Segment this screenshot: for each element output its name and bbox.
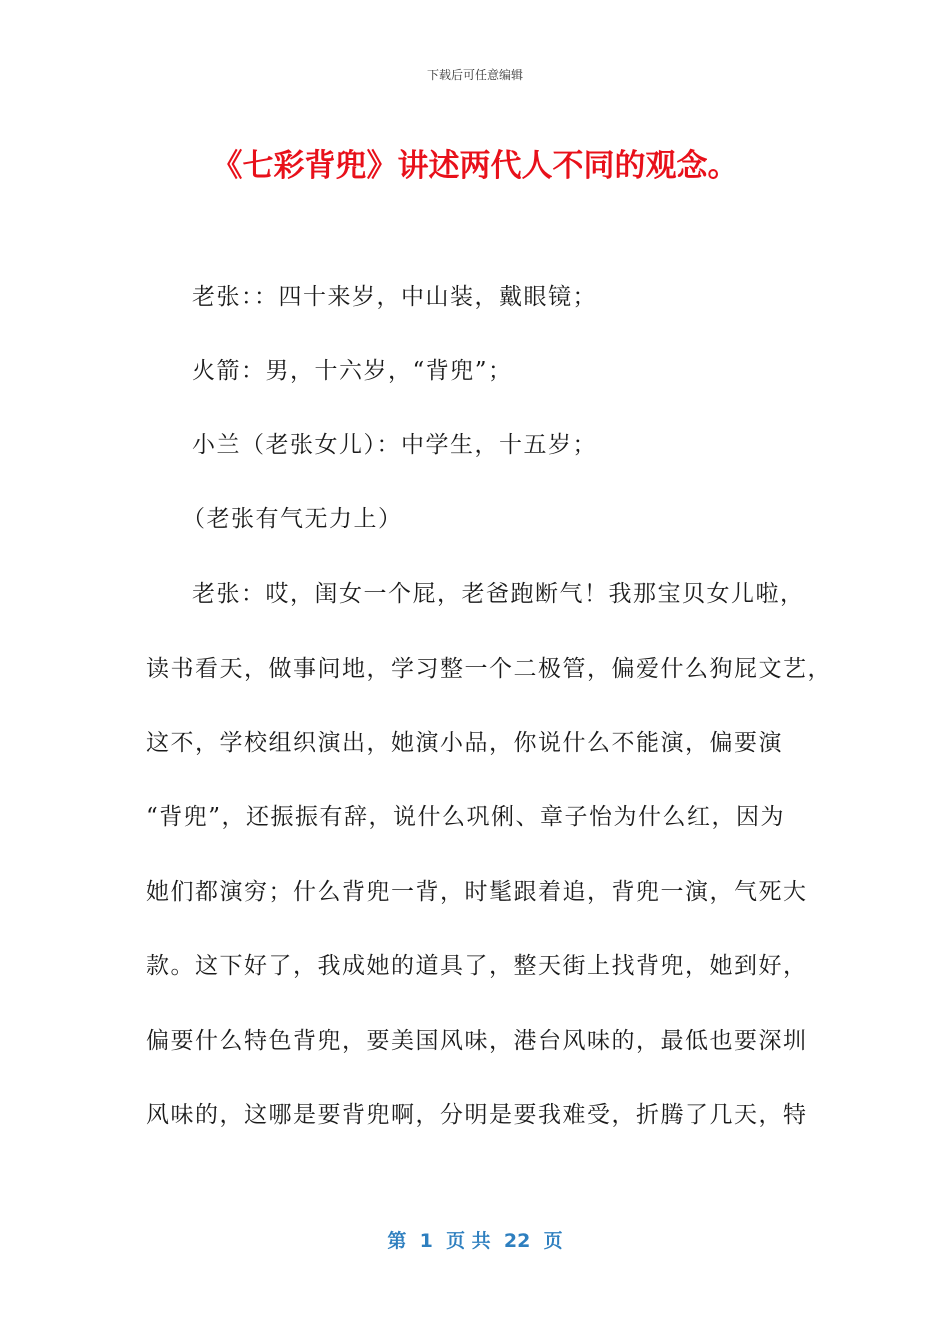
body-line: 老张：：四十来岁，中山装，戴眼镜；: [192, 284, 597, 310]
body-line: （老张有气无力上）: [182, 506, 403, 532]
page-number-footer: 第 1 页 共 22 页: [387, 1230, 563, 1252]
body-line: 她们都演穷；什么背兜一背，时髦跟着追，背兜一演，气死大: [146, 879, 808, 905]
body-line: “背兜”，还振振有辞，说什么巩俐、章子怡为什么红，因为: [146, 804, 786, 830]
body-line: 这不，学校组织演出，她演小品，你说什么不能演，偏要演: [146, 730, 783, 756]
body-line: 小兰（老张女儿）：中学生，十五岁；: [192, 432, 597, 458]
body-line: 老张：哎，闺女一个屁，老爸跑断气！我那宝贝女儿啦，: [192, 581, 805, 607]
header-note: 下载后可任意编辑: [426, 68, 523, 82]
body-line: 读书看天，做事问地，学习整一个二极管，偏爱什么狗屁文艺，: [146, 656, 832, 682]
body-line: 偏要什么特色背兜，要美国风味，港台风味的，最低也要深圳: [146, 1028, 808, 1054]
body-line: 火箭：男，十六岁，“背兜”；: [192, 358, 513, 384]
document-title: 《七彩背兜》讲述两代人不同的观念。: [211, 148, 739, 184]
body-line: 款。这下好了，我成她的道具了，整天街上找背兜，她到好，: [146, 953, 808, 979]
body-line: 风味的，这哪是要背兜啊，分明是要我难受，折腾了几天，特: [146, 1102, 808, 1128]
